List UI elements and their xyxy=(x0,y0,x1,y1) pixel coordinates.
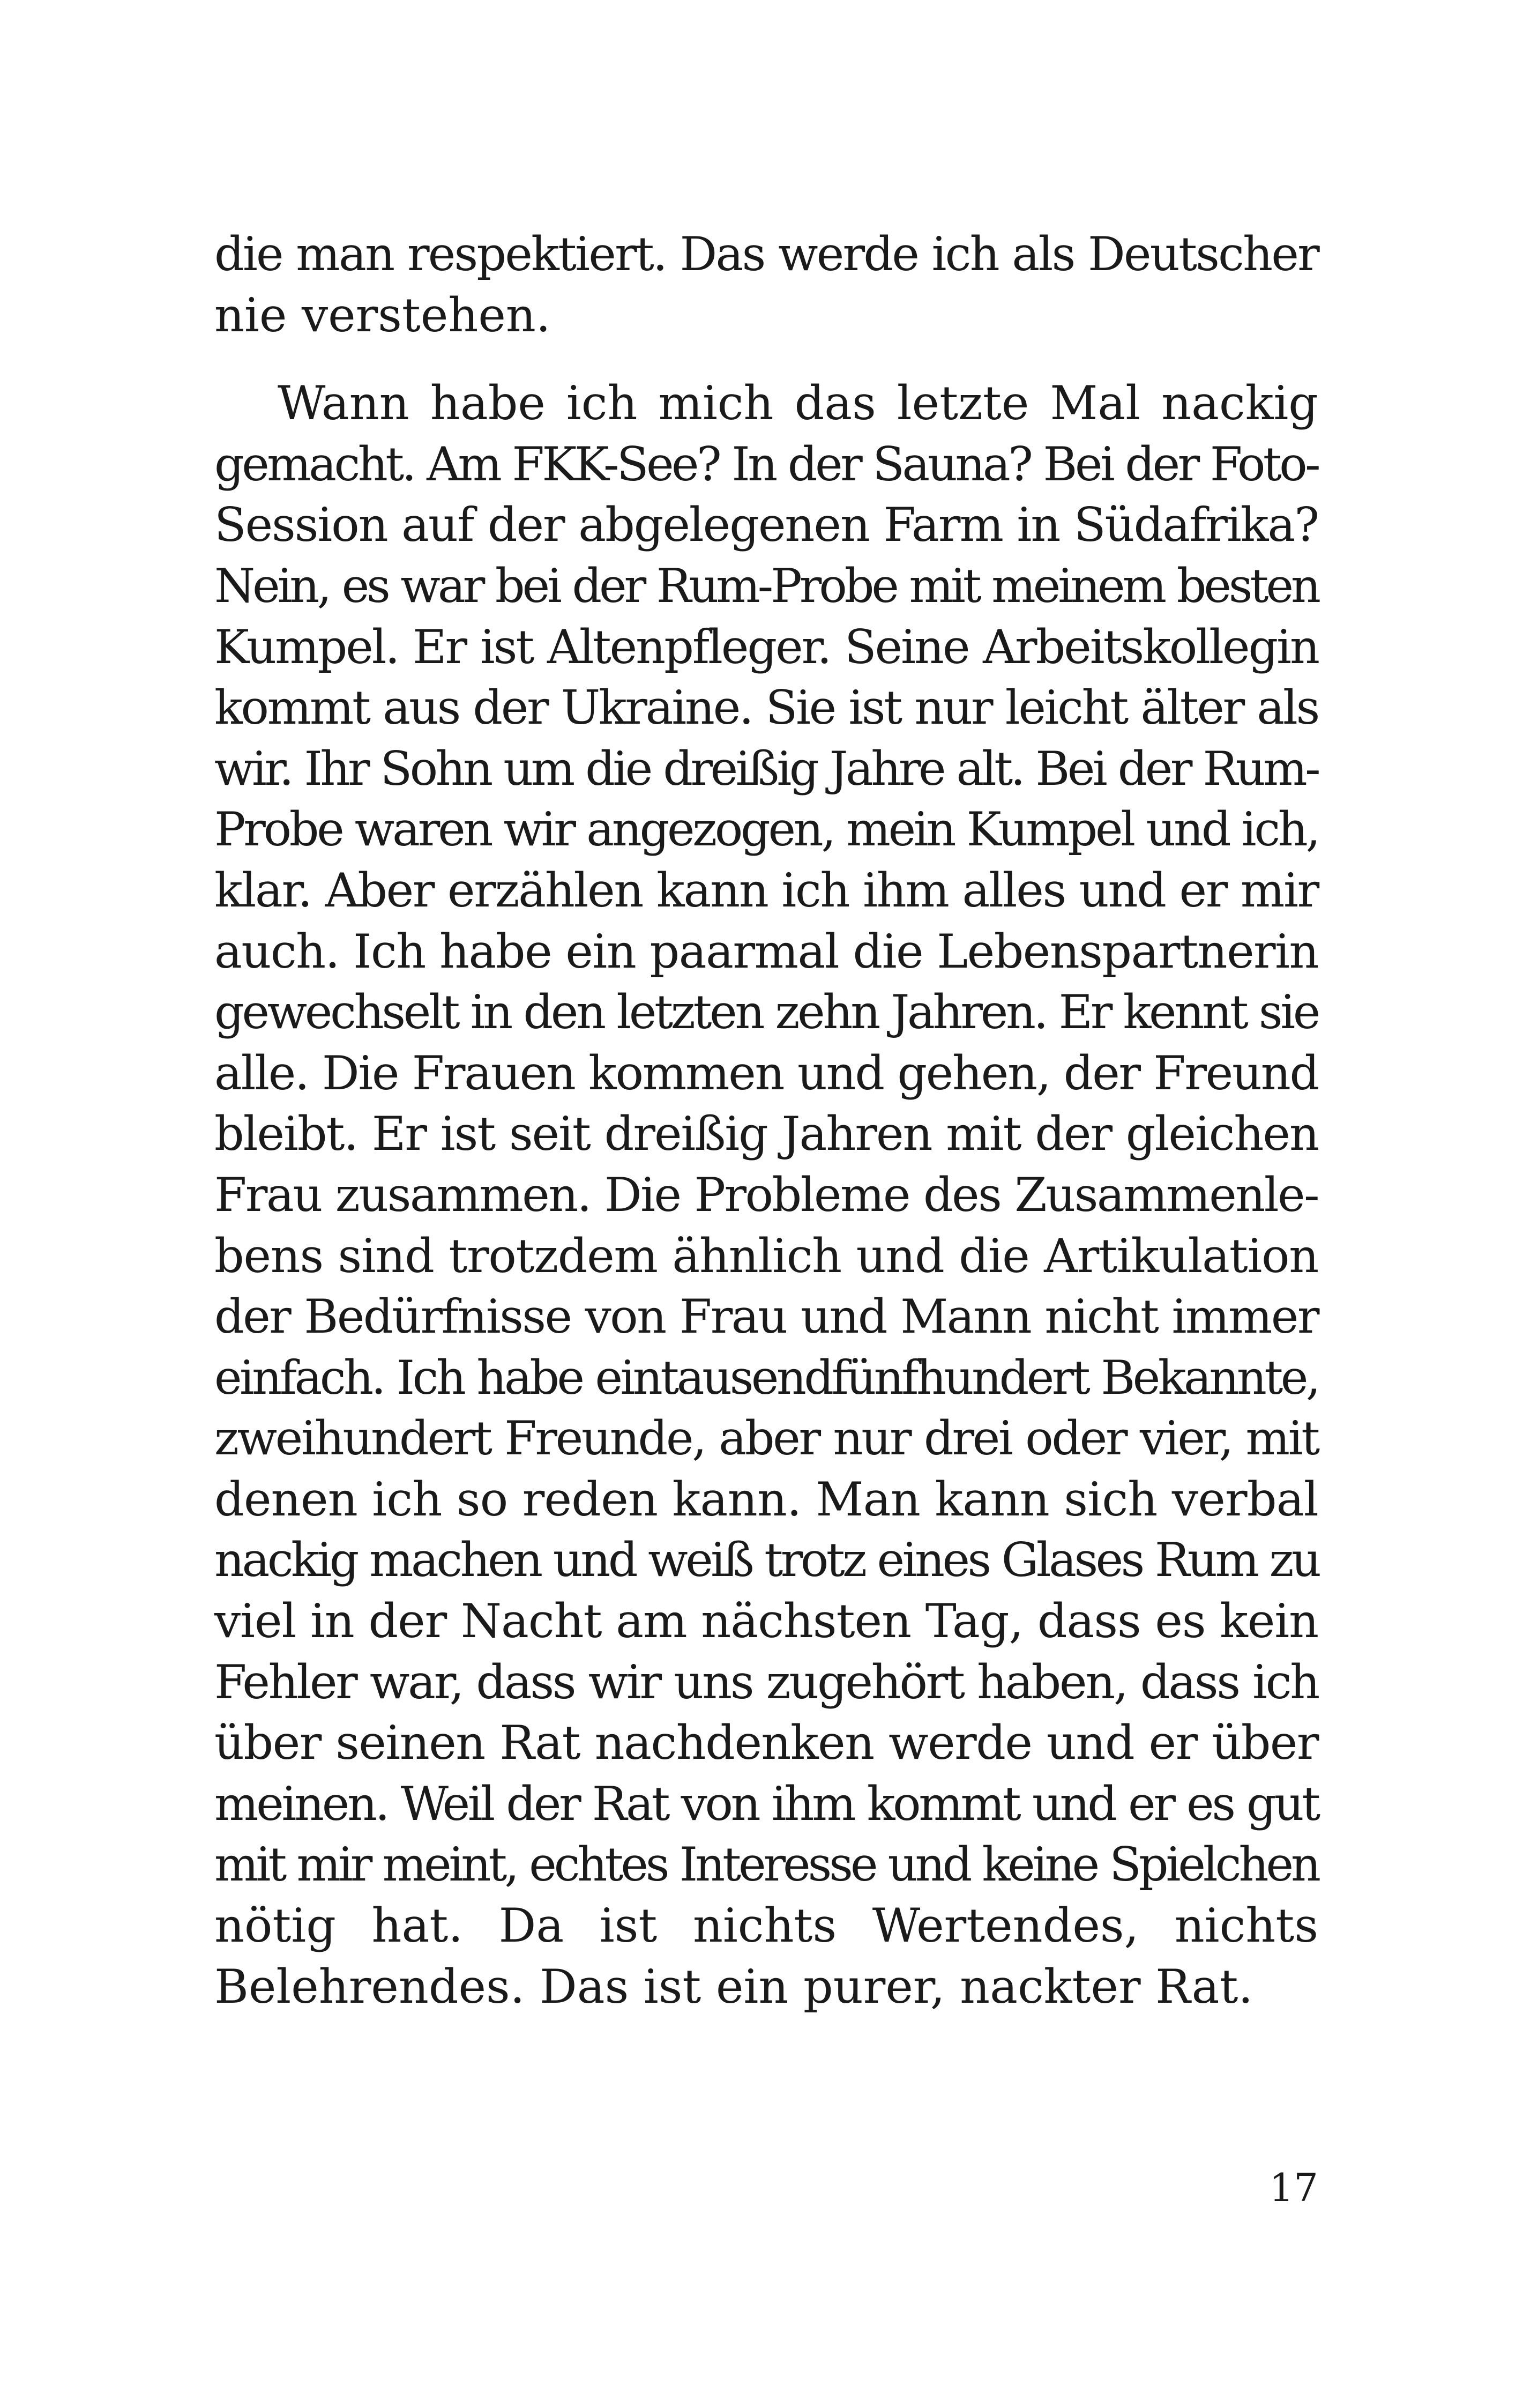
text-line: Belehrendes. Das ist ein purer, nackter Rat. xyxy=(214,1959,1253,2014)
text-line: bleibt. Er ist seit dreißig Jahren mit der gleichen xyxy=(214,1106,1318,1162)
text-line: Probe waren wir angezogen, mein Kumpel und ich, xyxy=(214,802,1318,857)
text-line: gewechselt in den letzten zehn Jahren. Er kennt sie xyxy=(214,985,1319,1040)
text-line: Frau zusammen. Die Probleme des Zusammenle- xyxy=(214,1167,1318,1222)
text-line: nackig machen und weiß trotz eines Glases Rum zu xyxy=(214,1533,1319,1588)
text-line: klar. Aber erzählen kann ich ihm alles und er mir xyxy=(214,863,1318,918)
text-line: Wann habe ich mich das letzte Mal nackig xyxy=(278,376,1318,431)
text-line: Kumpel. Er ist Altenpfleger. Seine Arbeitskollegin xyxy=(214,619,1318,674)
text-line: einfach. Ich habe eintausendfünfhundert Bekannte, xyxy=(214,1350,1318,1405)
text-line: auch. Ich habe ein paarmal die Lebenspartnerin xyxy=(214,924,1318,979)
text-line: Session auf der abgelegenen Farm in Südafrika? xyxy=(214,497,1318,553)
text-line: der Bedürfnisse von Frau und Mann nicht immer xyxy=(214,1289,1318,1344)
text-line: zweihundert Freunde, aber nur drei oder vier, mit xyxy=(214,1411,1318,1466)
text-line: kommt aus der Ukraine. Sie ist nur leicht älter als xyxy=(214,680,1318,735)
paragraph xyxy=(214,373,1318,2017)
page-number: 17 xyxy=(1269,2165,1318,2210)
text-line: mit mir meint, echtes Interesse und keine Spielchen xyxy=(214,1837,1318,1892)
text-line: denen ich so reden kann. Man kann sich verbal xyxy=(214,1471,1318,1527)
body-text xyxy=(214,224,1318,2017)
text-line: Fehler war, dass wir uns zugehört haben, dass ich xyxy=(214,1654,1318,1710)
text-line: Nein, es war bei der Rum-Probe mit meinem besten xyxy=(214,558,1318,613)
text-line: wir. Ihr Sohn um die dreißig Jahre alt. Bei der Rum- xyxy=(214,741,1318,796)
paragraph xyxy=(214,224,1318,346)
text-line: gemacht. Am FKK-See? In der Sauna? Bei der Foto- xyxy=(214,436,1319,492)
text-line: über seinen Rat nachdenken werde und er über xyxy=(214,1715,1318,1771)
paragraph-gap xyxy=(214,346,1318,373)
text-line: die man respektiert. Das werde ich als Deutscher xyxy=(214,227,1318,281)
text-line: nötig hat. Da ist nichts Wertendes, nichts xyxy=(214,1898,1318,1953)
text-line: alle. Die Frauen kommen und gehen, der Freund xyxy=(214,1045,1318,1101)
text-line: meinen. Weil der Rat von ihm kommt und er es gut xyxy=(214,1776,1318,1831)
text-line: bens sind trotzdem ähnlich und die Artikulation xyxy=(214,1228,1318,1283)
text-line: viel in der Nacht am nächsten Tag, dass es kein xyxy=(214,1594,1319,1649)
text-line: nie verstehen. xyxy=(214,287,551,343)
